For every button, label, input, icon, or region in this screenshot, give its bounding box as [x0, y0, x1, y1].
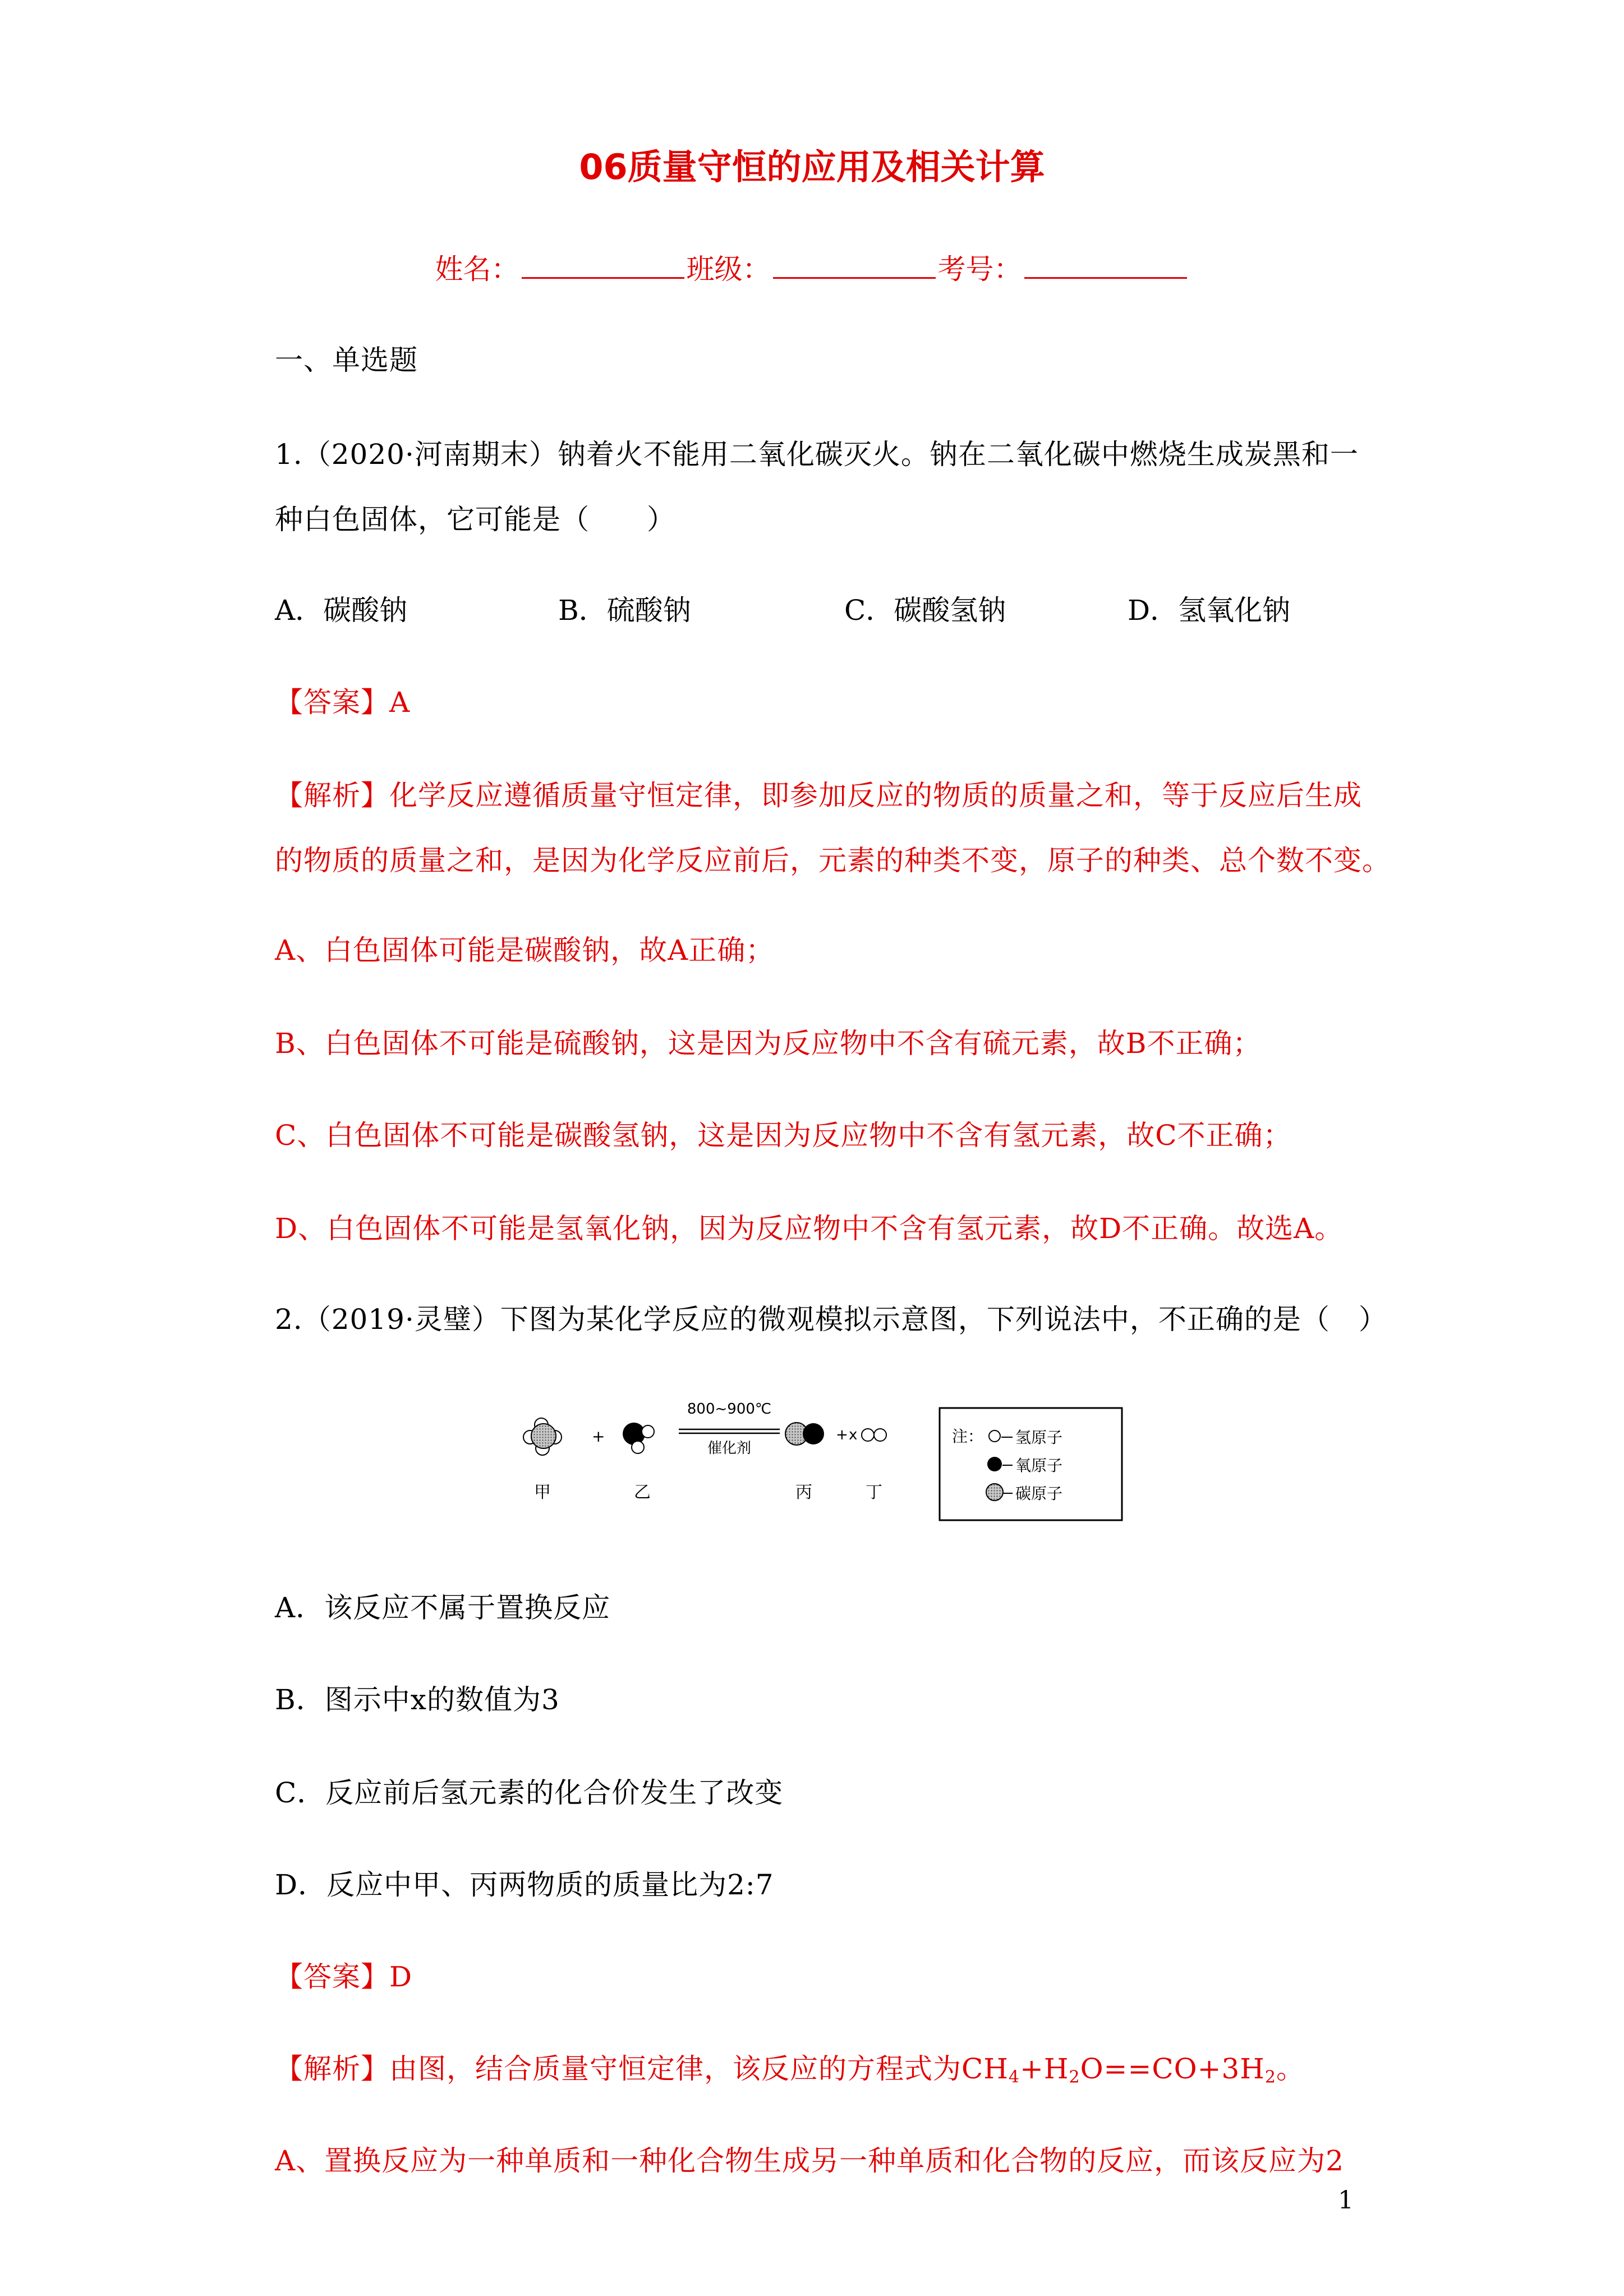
q2-option-b: B．图示中x的数值为3 — [275, 1683, 560, 1716]
analysis-tag: 【解析】 — [275, 779, 389, 812]
q2-analysis-line2: A、置换反应为一种单质和一种化合物生成另一种单质和化合物的反应，而该反应为2 — [275, 2145, 1344, 2177]
q1-analysis-point-c: C、白色固体不可能是碳酸氢钠，这是因为反应物中不含有氢元素，故C不正确； — [275, 1119, 1292, 1152]
student-info-line — [0, 252, 1624, 286]
x-coefficient: x — [849, 1427, 858, 1443]
plus-sign-2: + — [836, 1427, 848, 1443]
q1-analysis-line2: 的物质的质量之和，是因为化学反应前后，元素的种类不变，原子的种类、总个数不变。 — [275, 844, 1391, 877]
q2-answer — [275, 1960, 412, 1994]
exam-number-blank[interactable] — [1024, 252, 1187, 279]
carbon-monoxide-molecule — [785, 1423, 824, 1445]
q1-analysis-point-b: B、白色固体不可能是硫酸钠，这是因为反应物中不含有硫元素，故B不正确； — [275, 1027, 1262, 1060]
condition-catalyst: 催化剂 — [707, 1440, 752, 1457]
q1-stem-line1: 1.（2020·河南期末）钠着火不能用二氧化碳灭火。钠在二氧化碳中燃烧生成炭黑和一 — [275, 438, 1359, 471]
class-label: 班级： — [686, 253, 771, 286]
q1-option-b: B．硫酸钠 — [558, 594, 691, 627]
legend-title: 注： — [952, 1427, 984, 1446]
label-yi: 乙 — [634, 1483, 651, 1502]
name-blank[interactable] — [522, 252, 684, 279]
legend-hydrogen-icon — [989, 1430, 1000, 1442]
q2-stem: 2.（2019·灵璧）下图为某化学反应的微观模拟示意图，下列说法中，不正确的是（ ） — [275, 1303, 1387, 1336]
q1-option-a: A．碳酸钠 — [275, 594, 408, 627]
section-heading: 一、单选题 — [275, 344, 418, 376]
q1-option-c: C．碳酸氢钠 — [844, 594, 1006, 627]
methane-molecule — [523, 1418, 562, 1455]
name-label: 姓名： — [435, 253, 519, 286]
plus-sign-1: + — [592, 1427, 605, 1446]
q1-analysis-line1: 【解析】化学反应遵循质量守恒定律，即参加反应的物质的质量之和，等于反应后生成 — [275, 779, 1362, 812]
q2-option-d: D．反应中甲、丙两物质的质量比为2:7 — [275, 1869, 774, 1901]
q1-answer — [275, 685, 410, 719]
water-molecule — [623, 1423, 654, 1453]
answer-tag: 【答案】 — [275, 686, 389, 719]
label-jia: 甲 — [534, 1483, 551, 1502]
legend-hydrogen: 氢原子 — [1015, 1428, 1063, 1447]
class-blank[interactable] — [773, 252, 936, 279]
label-bing: 丙 — [795, 1483, 812, 1502]
q1-analysis-point-d: D、白色固体不可能是氢氧化钠，因为反应物中不含有氢元素，故D不正确。故选A。 — [275, 1212, 1344, 1245]
legend-oxygen: 氧原子 — [1015, 1456, 1063, 1475]
condition-temperature: 800~900℃ — [687, 1401, 772, 1418]
q1-analysis-point-a: A、白色固体可能是碳酸钠，故A正确； — [275, 934, 775, 967]
hydrogen-molecule — [862, 1429, 886, 1441]
answer-tag: 【答案】 — [275, 1961, 389, 1993]
q2-analysis-line1: 【解析】由图，结合质量守恒定律，该反应的方程式为$CH_4+H_2O==CO+3H_2$。 — [275, 2053, 1305, 2087]
page-number: 1 — [1338, 2186, 1354, 2215]
label-ding: 丁 — [866, 1483, 882, 1502]
q2-option-a: A．该反应不属于置换反应 — [275, 1591, 611, 1624]
diagram-legend — [940, 1408, 1122, 1520]
answer-value: D — [389, 1961, 413, 1993]
legend-oxygen-icon — [987, 1457, 1002, 1471]
exam-number-label: 考号： — [937, 253, 1022, 286]
page-title: 06质量守恒的应用及相关计算 — [579, 146, 1045, 187]
answer-value: A — [389, 686, 411, 719]
q1-stem-line2: 种白色固体，它可能是（ ） — [275, 503, 675, 536]
q2-option-c: C．反应前后氢元素的化合价发生了改变 — [275, 1777, 784, 1809]
legend-carbon: 碳原子 — [1015, 1484, 1063, 1503]
legend-carbon-icon — [986, 1484, 1003, 1501]
analysis-tag: 【解析】 — [275, 2053, 389, 2085]
reaction-equation: $CH_4+H_2O==CO+3H_2$。 — [961, 2053, 1305, 2087]
q1-option-d: D．氢氧化钠 — [1128, 594, 1291, 627]
reaction-diagram — [508, 1397, 1125, 1526]
